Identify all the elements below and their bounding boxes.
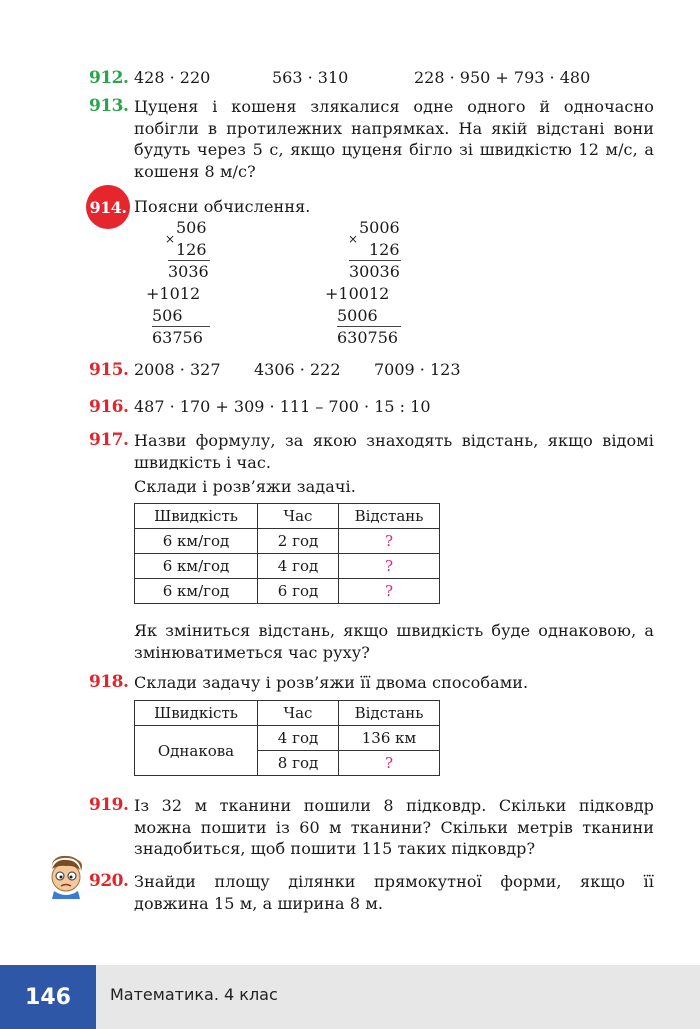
task-number: 919. [89, 795, 129, 815]
multiply-sign: × [348, 232, 359, 246]
table-row [135, 726, 440, 751]
column-header: Швидкість [135, 701, 258, 726]
column-header: Час [258, 504, 339, 529]
column-header: Швидкість [135, 504, 258, 529]
partial-product: 506 [152, 306, 183, 325]
factor: 126 [369, 240, 400, 259]
product-result: 63756 [152, 328, 203, 347]
expression: 563 · 310 [272, 68, 349, 87]
page-number: 146 [0, 965, 96, 1029]
footer-bar [0, 965, 700, 1029]
table-cell: 136 км [339, 726, 440, 751]
table-918 [134, 700, 440, 776]
column-header: Відстань [339, 701, 440, 726]
table-917 [134, 503, 440, 604]
column-header: Відстань [339, 504, 440, 529]
partial-product: 5006 [337, 306, 378, 325]
table-cell: 6 км/год [135, 579, 258, 604]
task-number: 918. [89, 672, 129, 692]
table-cell: ? [339, 579, 440, 604]
boy-character-icon [44, 855, 88, 899]
task-number: 913. [89, 96, 129, 116]
task-number: 912. [89, 68, 129, 88]
expression: 487 · 170 + 309 · 111 – 700 · 15 : 10 [134, 397, 431, 416]
expression: 428 · 220 [134, 68, 211, 87]
table-cell: 6 год [258, 579, 339, 604]
table-cell: ? [339, 554, 440, 579]
partial-product: +1012 [146, 284, 201, 303]
expression: 4306 · 222 [254, 360, 341, 379]
partial-product: 3036 [168, 262, 209, 281]
task-text: Із 32 м тканини пошили 8 підковдр. Скільки підковдр можна пошити із 60 м тканини? Скільки метрів тканини знадобиться, щоб пошити 115 таких підковдр? [134, 796, 654, 858]
product-result: 630756 [337, 328, 399, 347]
task-number: 917. [89, 430, 129, 450]
table-cell: 6 км/год [135, 529, 258, 554]
table-cell: ? [339, 529, 440, 554]
task-text: Цуценя і кошеня злякалися одне одного й одночасно побігли в протилежних напрямках. На якій відстані вони будуть через 5 с, якщо цуценя бігло зі швидкістю 12 м/с, а кошеня 8 м/с? [134, 97, 654, 181]
factor: 5006 [359, 218, 400, 237]
partial-product: +10012 [325, 284, 390, 303]
table-row [135, 579, 440, 604]
table-row [135, 554, 440, 579]
table-cell: 2 год [258, 529, 339, 554]
table-cell: 8 год [258, 751, 339, 776]
task-number: 916. [89, 397, 129, 417]
expression: 228 · 950 + 793 · 480 [414, 68, 591, 87]
partial-product: 30036 [349, 262, 400, 281]
column-header: Час [258, 701, 339, 726]
task-question: Як зміниться відстань, якщо швидкість буде однаковою, а змінюватиметься час руху? [134, 621, 654, 662]
factor: 126 [176, 240, 207, 259]
table-header-row [135, 504, 440, 529]
task-914-badge: 914. [86, 185, 130, 229]
task-text: Назви формулу, за якою знаходять відстань, якщо відомі швидкість і час. [134, 431, 654, 472]
table-row [135, 529, 440, 554]
table-cell: 6 км/год [135, 554, 258, 579]
task-instruction: Склади і розв’яжи задачі. [134, 477, 356, 496]
task-number: 915. [89, 360, 129, 380]
multiply-sign: × [165, 232, 176, 246]
task-number: 920. [89, 871, 129, 891]
table-cell: 4 год [258, 554, 339, 579]
table-cell: ? [339, 751, 440, 776]
table-header-row [135, 701, 440, 726]
table-cell: Однакова [135, 726, 258, 776]
expression: 2008 · 327 [134, 360, 221, 379]
task-text: Знайди площу ділянки прямокутної форми, якщо її довжина 15 м, а ширина 8 м. [134, 872, 654, 913]
table-cell: 4 год [258, 726, 339, 751]
expression: 7009 · 123 [374, 360, 461, 379]
task-text: Склади задачу і розв’яжи її двома способами. [134, 673, 529, 692]
book-title: Математика. 4 клас [110, 985, 278, 1004]
task-text: Поясни обчислення. [134, 197, 311, 216]
factor: 506 [176, 218, 207, 237]
